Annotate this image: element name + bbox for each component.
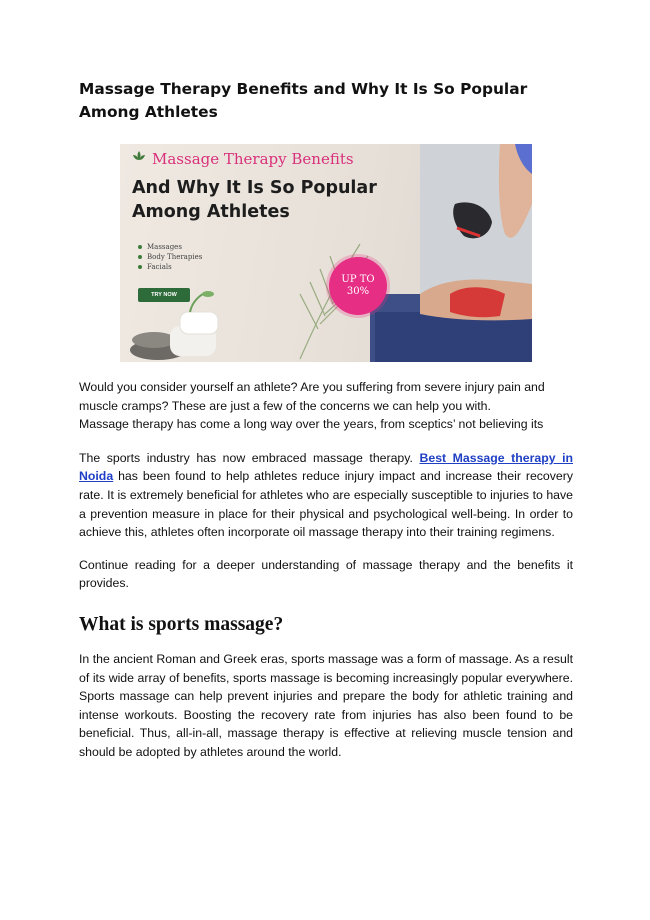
body-paragraph-continue: Continue reading for a deeper understanding of massage therapy and the benefits it provides. <box>79 557 573 591</box>
hero-services-list <box>138 242 202 272</box>
document-page <box>79 78 573 762</box>
hero-service-item: Facials <box>138 262 202 272</box>
section-heading: What is sports massage? <box>79 613 284 635</box>
hero-service-item: Massages <box>138 242 202 252</box>
best-massage-noida-link[interactable]: Best Massage therapy in Noida <box>79 450 574 484</box>
text-run: The sports industry has now embraced massage therapy. <box>79 450 420 465</box>
hero-script-heading: Massage Therapy Benefits <box>152 150 354 168</box>
intro-paragraph-2: Massage therapy has come a long way over the years, from sceptics’ not believing its <box>79 417 544 432</box>
intro-paragraph-1: Would you consider yourself an athlete? Are you suffering from severe injury pain and muscle cramps? These are just a few of the concerns we can help you with. <box>79 380 545 413</box>
text-run: has been found to help athletes reduce injury impact and increase their recovery rate. It is extremely beneficial for athletes who are especially susceptible to injuries to have a prevention measure in place for their physical and psychological well-being. In order to achieve this, athletes often incorporate oil massage therapy into their training regimens. <box>79 469 573 540</box>
hero-service-item: Body Therapies <box>138 252 202 262</box>
discount-badge <box>329 257 387 315</box>
hero-banner-image <box>120 144 532 362</box>
page-title: Massage Therapy Benefits and Why It Is So Popular Among Athletes <box>79 80 528 121</box>
lotus-logo-icon <box>132 150 146 162</box>
body-paragraph-sports-industry <box>79 449 573 542</box>
badge-line1: UP TO <box>341 274 375 285</box>
try-now-button: TRY NOW <box>138 288 190 302</box>
badge-line2: 30% <box>346 286 370 297</box>
section-paragraph: In the ancient Roman and Greek eras, sports massage was a form of massage. As a result of its wide array of benefits, sports massage is becoming increasingly popular everywhere. Sports massage can help prevent injuries and prepare the body for athletic training and intense workouts. Boosting the recovery rate from injuries has also been found to be beneficial. Thus, all-in-all, massage therapy is effective at relieving muscle tension and should be adopted by athletes around the world. <box>79 651 573 759</box>
hero-headline: And Why It Is So Popular Among Athletes <box>132 178 377 222</box>
